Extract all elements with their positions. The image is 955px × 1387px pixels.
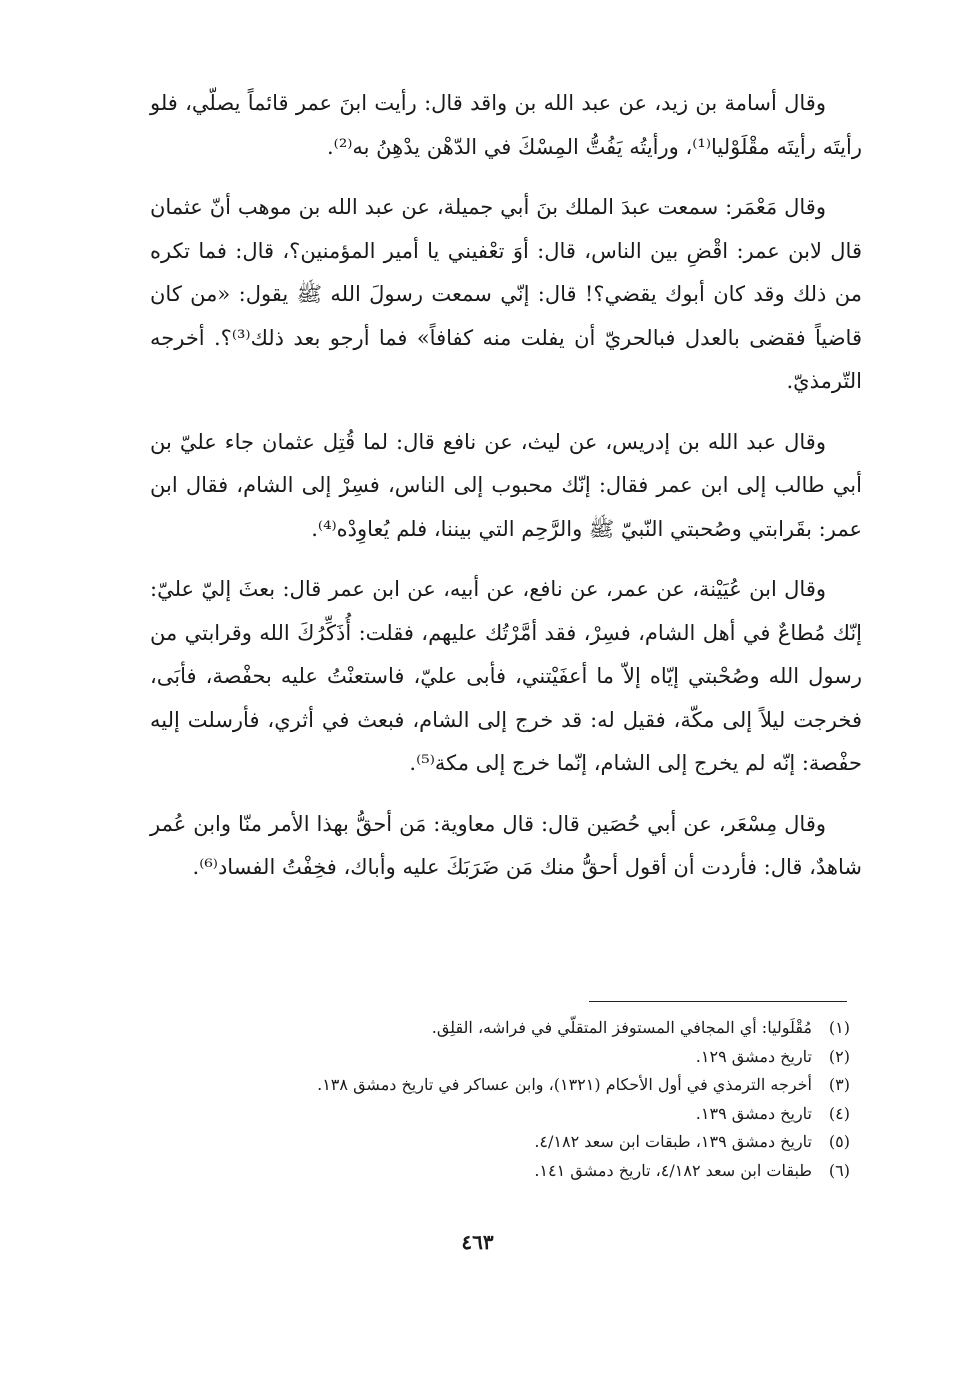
footnote-number: (٥)	[828, 1132, 850, 1151]
main-text	[150, 82, 862, 907]
paragraph-1: وقال أسامة بن زيد، عن عبد الله بن واقد قال: رأيت ابنَ عمر قائماً يصلّي، فلو رأيتَه رأيتَه مقْلَوْليا⁽¹⁾، ورأيتُه يَفُتُّ المِسْكَ في الدّهْن يدْهِنُ به⁽²⁾.	[150, 91, 862, 159]
paragraph-2: وقال مَعْمَر: سمعت عبدَ الملك بنَ أبي جميلة، عن عبد الله بن موهب أنّ عثمان قال لابن عمر: اقْضِ بين الناس، قال: أوَ تعْفيني يا أمير المؤمنين؟، قال: فما تكره من ذلك وقد كان أبوك يقضي؟! قال: إنّي سمعت رسولَ الله ﷺ يقول: «من كان قاضياً فقضى بالعدل فبالحريّ أن يفلت منه كفافاً» فما أرجو بعد ذلك⁽³⁾؟. أخرجه التّرمذيّ.	[150, 195, 862, 393]
page-number: ٤٦٣	[461, 1230, 494, 1254]
footnote-number: (٣)	[828, 1075, 850, 1094]
footnote-item	[150, 1157, 850, 1186]
footnote-text: طبقات ابن سعد ٤/١٨٢، تاريخ دمشق ١٤١.	[534, 1160, 812, 1180]
footnote-text: تاريخ دمشق ١٣٩، طبقات ابن سعد ٤/١٨٢.	[534, 1132, 812, 1151]
footnote-number: (٢)	[828, 1046, 850, 1066]
footnote-text: مُقْلَوليا: أي المجافي المستوفز المتقلّي في فراشه، القلِق.	[431, 1018, 812, 1037]
paragraph-5: وقال مِسْعَر، عن أبي حُصَين قال: قال معاوية: مَن أحقُّ بهذا الأمر منّا وابن عُمر شاهدٌ، قال: فأردت أن أقول أحقُّ منك مَن ضَرَبَكَ عليه وأباك، فخِفْتُ الفساد⁽⁶⁾.	[150, 811, 862, 879]
footnote-number: (٤)	[828, 1103, 850, 1123]
footnote-text: أخرجه الترمذي في أول الأحكام (١٣٢١)، وابن عساكر في تاريخ دمشق ١٣٨.	[317, 1075, 812, 1094]
footnotes-list	[150, 1014, 850, 1185]
footnote-item	[150, 1014, 850, 1043]
footnote-number: (١)	[828, 1018, 850, 1037]
footnote-text: تاريخ دمشق ١٣٩.	[695, 1103, 812, 1123]
footnote-item	[150, 1100, 850, 1129]
footnote-item	[150, 1043, 850, 1072]
footnote-item	[150, 1128, 850, 1157]
footnote-text: تاريخ دمشق ١٢٩.	[695, 1046, 812, 1066]
paragraph-4: وقال ابن عُيَيْنة، عن عمر، عن نافع، عن أبيه، عن ابن عمر قال: بعثَ إليّ عليّ: إنّك مُطاعٌ في أهل الشام، فسِرْ، فقد أمَّرْتُك عليهم، فقلت: أُذَكِّرُكَ الله وقرابتي من رسول الله وصُحْبتي إيّاه إلاّ ما أعفَيْتني، فأبى عليّ، فاستعنْتُ عليه بحفْصة، فأبَى، فخرجت ليلاً إلى مكّة، فقيل له: قد خرج إلى الشام، فبعث في أثري، فأرسلت إليه حفْصة: إنّه لم يخرج إلى الشام، إنّما خرج إلى مكة⁽⁵⁾.	[150, 577, 862, 775]
footnote-item	[150, 1071, 850, 1100]
footnote-number: (٦)	[828, 1160, 850, 1180]
paragraph-3: وقال عبد الله بن إدريس، عن ليث، عن نافع قال: لما قُتِل عثمان جاء عليّ بن أبي طالب إلى ابن عمر فقال: إنّك محبوب إلى الناس، فسِرْ إلى الشام، فقال ابن عمر: بقَرابتي وصُحبتي النّبيّ ﷺ والرَّحِم التي بيننا، فلم يُعاوِدْه⁽⁴⁾.	[150, 429, 862, 541]
footnote-separator	[589, 1001, 847, 1002]
